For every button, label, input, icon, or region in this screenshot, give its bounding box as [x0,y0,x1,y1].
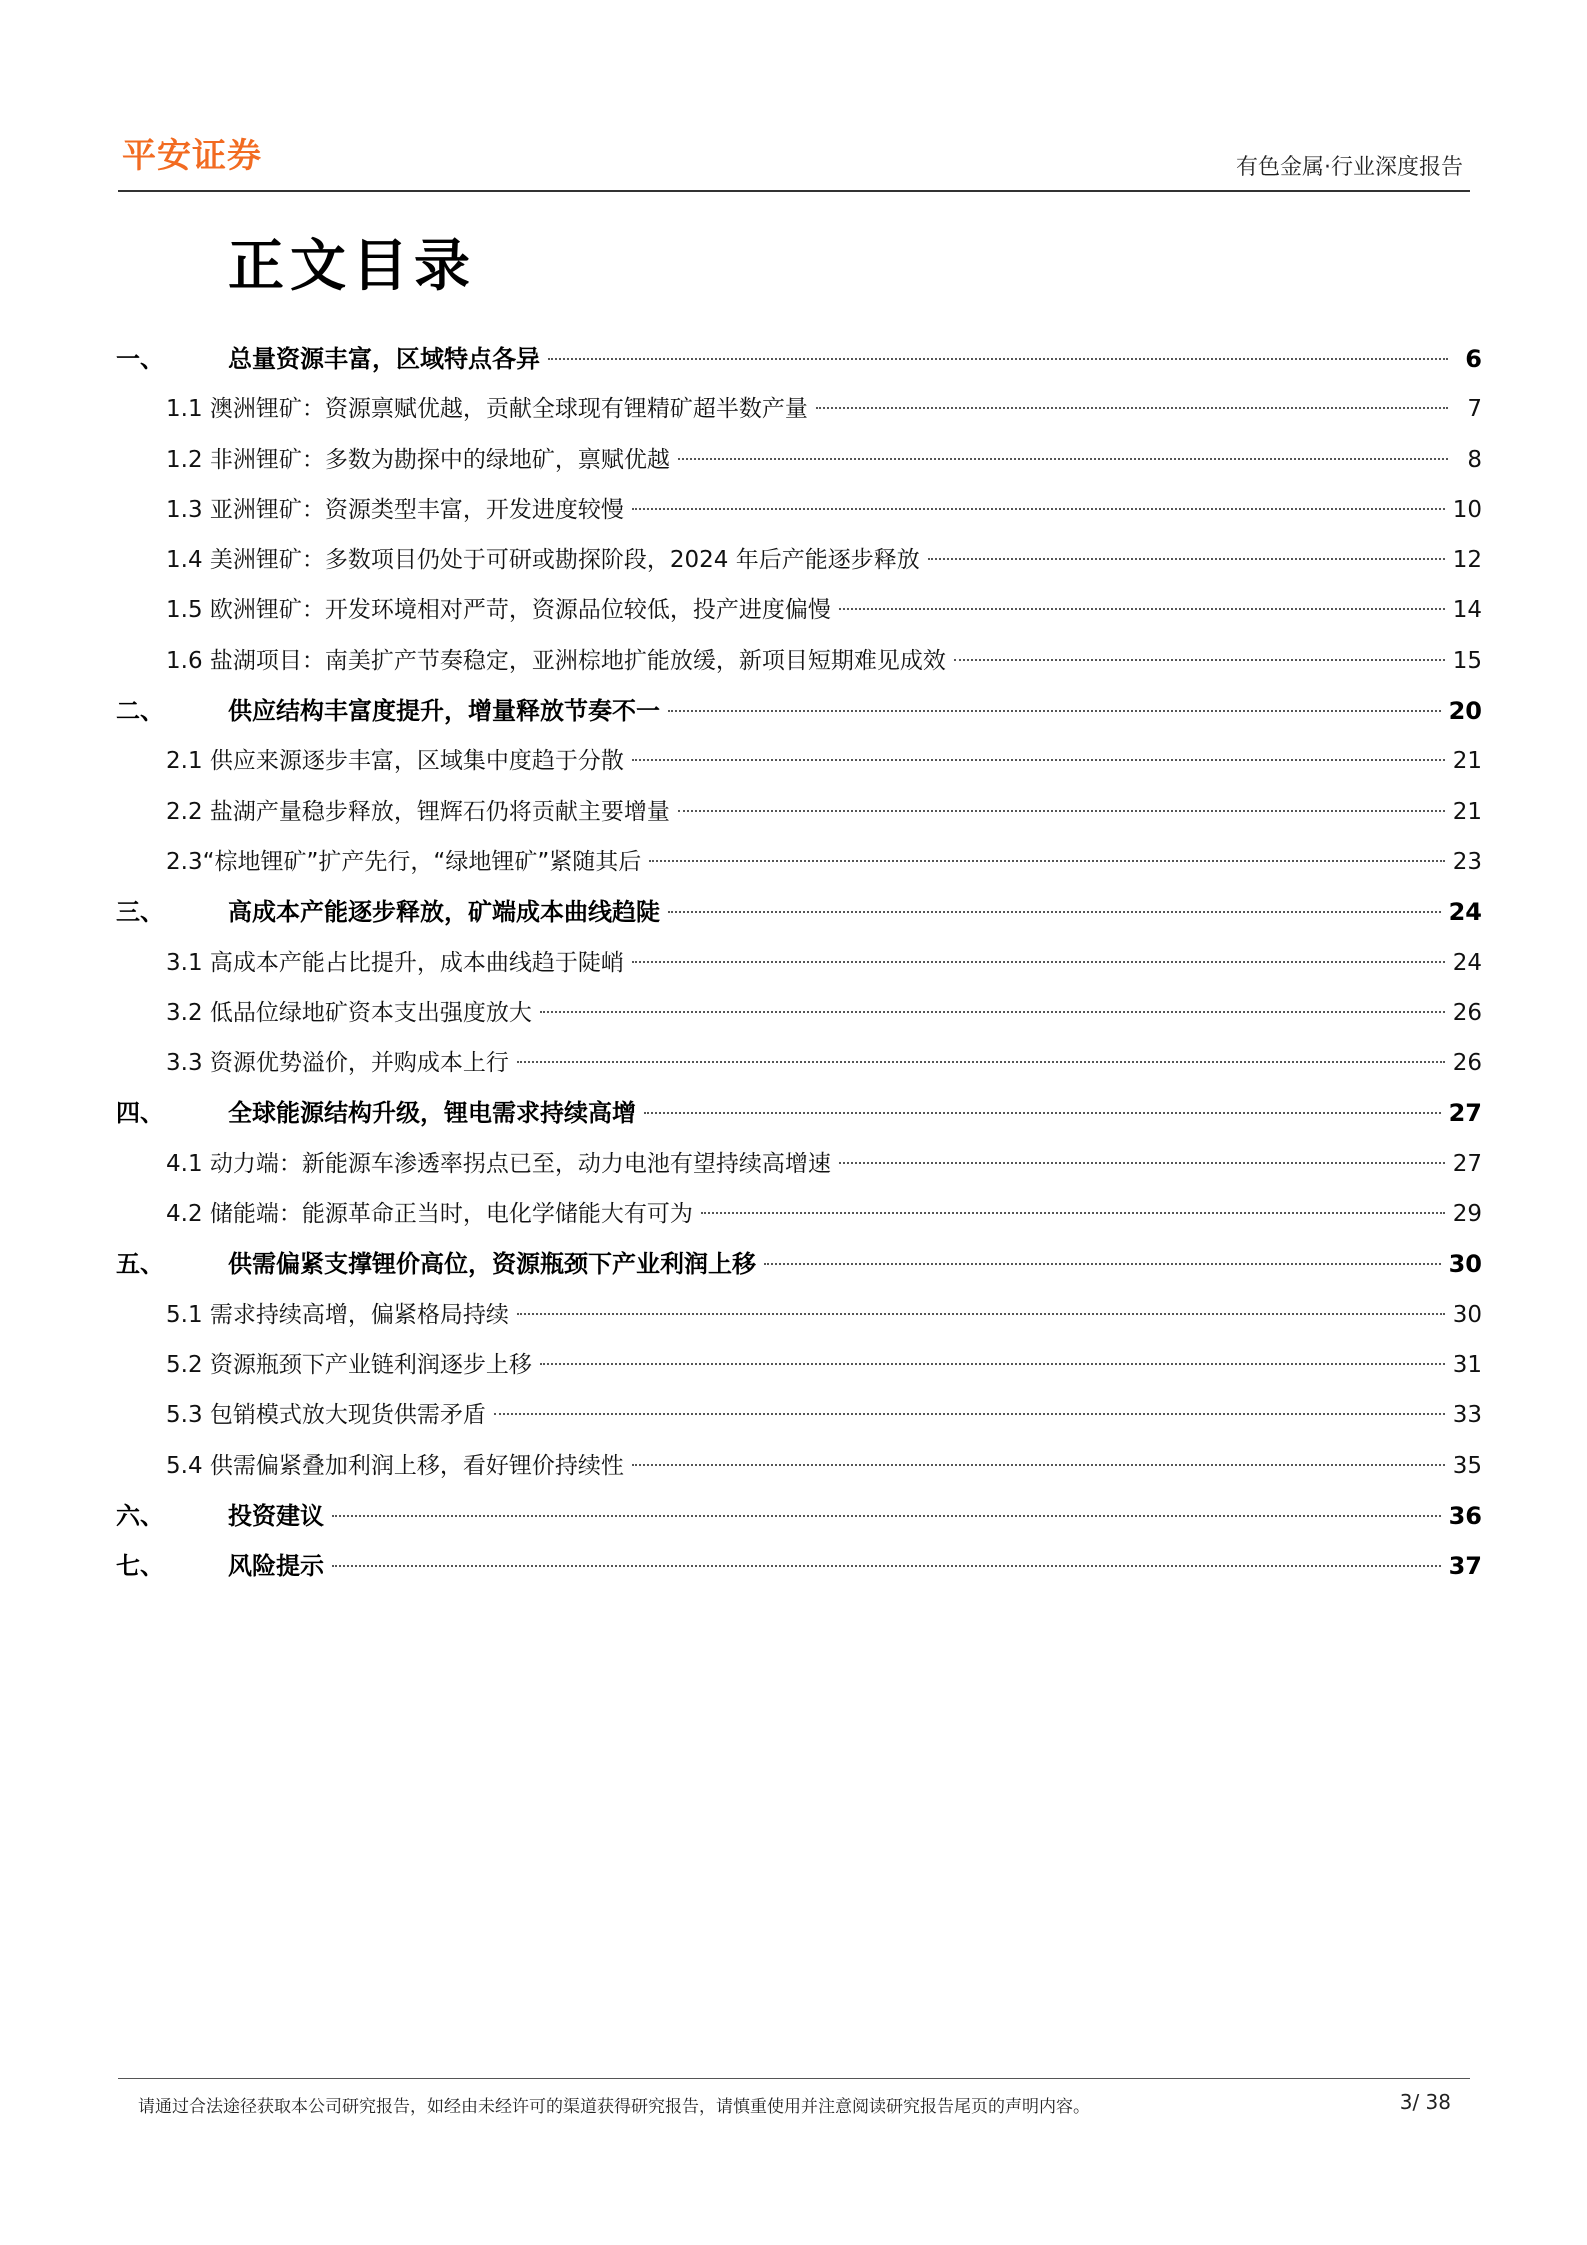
dot-leader [517,1061,1445,1063]
footer-disclaimer: 请通过合法途径获取本公司研究报告，如经由未经许可的渠道获得研究报告，请慎重使用并注意阅读研究报告尾页的声明内容。 [138,2097,1090,2117]
toc-entry-title: 高成本产能逐步释放，矿端成本曲线趋陡 [228,898,660,927]
toc-section-1-5[interactable] [116,585,1482,635]
toc-page-number: 21 [1452,798,1482,825]
toc-section-3-2[interactable] [116,988,1482,1038]
toc-section-4-2[interactable] [116,1189,1482,1239]
toc-chapter-number: 四、 [116,1099,164,1128]
toc-section-1-2[interactable] [116,435,1482,485]
brand-logo: 平安证券 [122,136,262,176]
toc-entry-title: 投资建议 [228,1501,324,1530]
toc-page-number: 10 [1452,496,1482,523]
toc-chapter-7[interactable] [116,1541,1482,1591]
toc-entry-title: 3.1 高成本产能占比提升，成本曲线趋于陡峭 [166,949,624,976]
toc-section-5-2[interactable] [116,1340,1482,1390]
toc-entry-title: 5.1 需求持续高增，偏紧格局持续 [166,1301,509,1328]
dot-leader [678,810,1445,812]
toc-entry-title: 供需偏紧支撑锂价高位，资源瓶颈下产业利润上移 [228,1250,756,1279]
toc-section-2-2[interactable] [116,787,1482,837]
toc-chapter-number: 一、 [116,345,164,373]
toc-entry-title: 3.3 资源优势溢价，并购成本上行 [166,1050,509,1077]
toc-page-number: 15 [1452,647,1482,674]
toc-section-1-6[interactable] [116,636,1482,686]
toc-section-5-1[interactable] [116,1290,1482,1340]
toc-page-number: 31 [1452,1351,1482,1378]
dot-leader [540,1011,1445,1013]
header-divider [118,190,1470,192]
dot-leader [517,1313,1445,1315]
toc-chapter-4[interactable] [116,1088,1482,1138]
dot-leader [839,608,1445,610]
toc-entry-title: 1.5 欧洲锂矿：开发环境相对严苛，资源品位较低，投产进度偏慢 [166,597,831,624]
dot-leader [632,961,1445,963]
dot-leader [540,1363,1445,1365]
dot-leader [839,1162,1445,1164]
dot-leader [668,911,1441,913]
toc-page-number: 23 [1452,848,1482,875]
toc-entry-title: 1.4 美洲锂矿：多数项目仍处于可研或勘探阶段，2024 年后产能逐步释放 [166,547,920,574]
toc-entry-title: 3.2 低品位绿地矿资本支出强度放大 [166,999,532,1026]
dot-leader [494,1413,1445,1415]
dot-leader [816,407,1448,409]
toc-section-1-4[interactable] [116,535,1482,585]
toc-page-number: 24 [1448,898,1482,927]
toc-page-number: 12 [1452,547,1482,574]
toc-page-number: 14 [1452,597,1482,624]
toc-chapter-1[interactable] [116,334,1482,384]
toc-section-5-4[interactable] [116,1441,1482,1491]
dot-leader [332,1515,1441,1517]
dot-leader [678,458,1448,460]
report-type-label: 有色金属·行业深度报告 [1236,155,1463,180]
dot-leader [632,1464,1445,1466]
toc-section-3-1[interactable] [116,938,1482,988]
toc-page-number: 21 [1452,748,1482,775]
page-title: 正文目录 [228,234,476,299]
toc-page-number: 30 [1452,1301,1482,1328]
toc-entry-title: 2.1 供应来源逐步丰富，区域集中度趋于分散 [166,748,624,775]
toc-section-1-1[interactable] [116,384,1482,434]
toc-page-number: 37 [1448,1552,1482,1581]
toc-entry-title: 1.3 亚洲锂矿：资源类型丰富，开发进度较慢 [166,496,624,523]
toc-chapter-3[interactable] [116,887,1482,937]
toc-chapter-2[interactable] [116,686,1482,736]
toc-entry-title: 2.3“棕地锂矿”扩产先行，“绿地锂矿”紧随其后 [166,848,642,875]
table-of-contents [116,334,1482,1591]
toc-page-number: 36 [1448,1501,1482,1530]
toc-page-number: 27 [1448,1099,1482,1128]
toc-page-number: 26 [1452,1050,1482,1077]
toc-entry-title: 总量资源丰富，区域特点各异 [228,345,540,373]
dot-leader [548,358,1448,360]
toc-page-number: 8 [1467,446,1482,473]
toc-entry-title: 4.1 动力端：新能源车渗透率拐点已至，动力电池有望持续高增速 [166,1150,831,1177]
dot-leader [668,710,1441,712]
toc-chapter-5[interactable] [116,1239,1482,1289]
toc-page-number: 27 [1452,1150,1482,1177]
toc-page-number: 33 [1452,1402,1482,1429]
toc-section-4-1[interactable] [116,1139,1482,1189]
toc-chapter-number: 六、 [116,1501,164,1530]
toc-entry-title: 1.6 盐湖项目：南美扩产节奏稳定，亚洲棕地扩能放缓，新项目短期难见成效 [166,647,946,674]
toc-entry-title: 1.1 澳洲锂矿：资源禀赋优越，贡献全球现有锂精矿超半数产量 [166,396,808,423]
toc-entry-title: 1.2 非洲锂矿：多数为勘探中的绿地矿，禀赋优越 [166,446,670,473]
footer-page-number: 3/ 38 [1399,2090,1451,2114]
toc-page-number: 26 [1452,999,1482,1026]
toc-page-number: 7 [1467,396,1482,423]
dot-leader [764,1263,1441,1265]
toc-page-number: 6 [1465,345,1482,373]
toc-chapter-number: 七、 [116,1552,164,1581]
dot-leader [954,659,1445,661]
toc-section-2-3[interactable] [116,837,1482,887]
toc-page-number: 24 [1452,949,1482,976]
toc-chapter-number: 二、 [116,697,164,726]
toc-chapter-number: 五、 [116,1250,164,1279]
dot-leader [928,558,1445,560]
toc-entry-title: 5.2 资源瓶颈下产业链利润逐步上移 [166,1351,532,1378]
toc-entry-title: 供应结构丰富度提升，增量释放节奏不一 [228,697,660,726]
toc-entry-title: 5.4 供需偏紧叠加利润上移，看好锂价持续性 [166,1452,624,1479]
dot-leader [701,1212,1445,1214]
toc-entry-title: 全球能源结构升级，锂电需求持续高增 [228,1099,636,1128]
dot-leader [644,1112,1441,1114]
toc-chapter-number: 三、 [116,898,164,927]
toc-section-2-1[interactable] [116,736,1482,786]
footer-divider [118,2078,1470,2079]
toc-entry-title: 5.3 包销模式放大现货供需矛盾 [166,1402,486,1429]
toc-page-number: 20 [1448,697,1482,726]
toc-section-5-3[interactable] [116,1390,1482,1440]
toc-section-1-3[interactable] [116,485,1482,535]
toc-page-number: 35 [1452,1452,1482,1479]
dot-leader [649,860,1444,862]
toc-entry-title: 4.2 储能端：能源革命正当时，电化学储能大有可为 [166,1201,693,1228]
toc-page-number: 30 [1448,1250,1482,1279]
dot-leader [332,1565,1441,1567]
toc-page-number: 29 [1452,1201,1482,1228]
dot-leader [632,508,1445,510]
toc-entry-title: 2.2 盐湖产量稳步释放，锂辉石仍将贡献主要增量 [166,798,670,825]
dot-leader [632,759,1445,761]
toc-chapter-6[interactable] [116,1491,1482,1541]
toc-entry-title: 风险提示 [228,1552,324,1581]
toc-section-3-3[interactable] [116,1038,1482,1088]
